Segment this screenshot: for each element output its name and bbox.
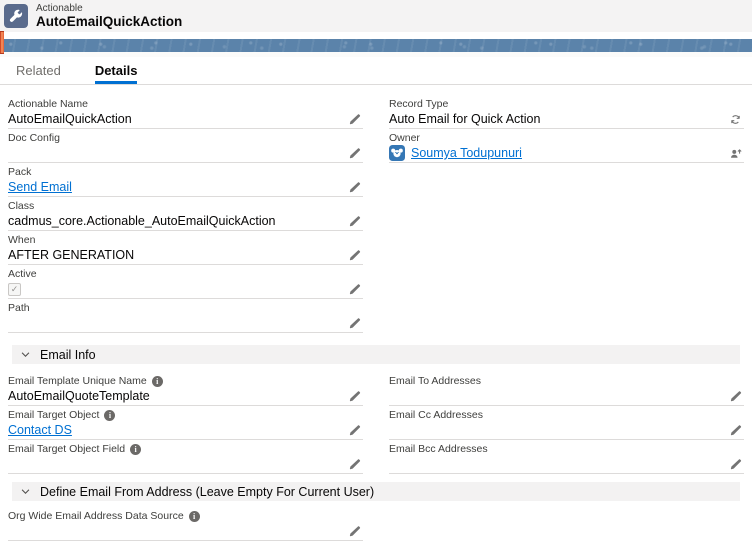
edit-org-wide-source-button[interactable]: [346, 525, 363, 538]
edit-email-target-object-button[interactable]: [346, 424, 363, 437]
field-label: Pack: [8, 166, 32, 178]
pencil-icon: [348, 181, 361, 194]
left-column: [8, 507, 363, 541]
edit-pack-button[interactable]: [346, 181, 363, 194]
koala-avatar: [389, 145, 405, 161]
email-target-object-link[interactable]: Contact DS: [8, 423, 72, 437]
field-org-wide-email-address-data-source: [8, 507, 363, 541]
field-label: [8, 510, 363, 523]
edit-actionable-name-button[interactable]: [346, 113, 363, 126]
field-value: cadmus_core.Actionable_AutoEmailQuickAction: [8, 214, 276, 228]
left-column: [8, 372, 363, 474]
pencil-icon: [348, 215, 361, 228]
pencil-icon: [348, 317, 361, 330]
field-actionable-name: [8, 95, 363, 129]
field-record-type: [389, 95, 744, 129]
field-label-text: Org Wide Email Address Data Source: [8, 510, 184, 522]
brand-banner: [0, 39, 752, 52]
pack-link[interactable]: Send Email: [8, 180, 72, 194]
edit-email-to-button[interactable]: [727, 390, 744, 403]
section-email-info[interactable]: [12, 345, 740, 364]
record-header: [0, 0, 752, 32]
field-doc-config: [8, 129, 363, 163]
change-record-type-icon: [729, 113, 742, 126]
edit-when-button[interactable]: [346, 249, 363, 262]
page-title: AutoEmailQuickAction: [36, 13, 183, 29]
info-circle-icon[interactable]: [130, 444, 141, 455]
field-email-template-unique-name: [8, 372, 363, 406]
pencil-icon: [348, 249, 361, 262]
field-label-text: Email Target Object: [8, 409, 100, 421]
left-column: [8, 95, 363, 333]
field-label: Email To Addresses: [389, 375, 482, 387]
field-label-text: Email Template Unique Name: [8, 375, 147, 387]
field-label: Actionable Name: [8, 98, 88, 110]
field-label: Active: [8, 268, 37, 280]
pencil-icon: [729, 458, 742, 471]
chevron-down-icon: [20, 486, 31, 497]
tab-details[interactable]: Details: [95, 57, 138, 84]
pencil-icon: [348, 147, 361, 160]
pencil-icon: [348, 390, 361, 403]
field-path: [8, 299, 363, 333]
field-class: [8, 197, 363, 231]
entity-label: Actionable: [36, 2, 83, 14]
pencil-icon: [348, 458, 361, 471]
field-label: Owner: [389, 132, 420, 144]
main-fields-grid: [8, 95, 744, 333]
field-owner: [389, 129, 744, 163]
field-value: AFTER GENERATION: [8, 248, 135, 262]
field-email-target-object: [8, 406, 363, 440]
field-email-bcc-addresses: [389, 440, 744, 474]
info-circle-icon[interactable]: [152, 376, 163, 387]
edit-email-bcc-button[interactable]: [727, 458, 744, 471]
field-pack: [8, 163, 363, 197]
owner-link[interactable]: Soumya Todupunuri: [411, 146, 522, 160]
tab-related[interactable]: Related: [16, 62, 61, 78]
edit-email-cc-button[interactable]: [727, 424, 744, 437]
info-circle-icon[interactable]: [189, 511, 200, 522]
chevron-down-icon: [20, 349, 31, 360]
change-owner-icon: [729, 147, 742, 160]
field-email-cc-addresses: [389, 406, 744, 440]
field-label: Doc Config: [8, 132, 60, 144]
edit-class-button[interactable]: [346, 215, 363, 228]
edit-email-target-object-field-button[interactable]: [346, 458, 363, 471]
record-tabs: [0, 57, 752, 85]
field-label: Email Bcc Addresses: [389, 443, 488, 455]
field-label: [8, 409, 363, 422]
pencil-icon: [348, 113, 361, 126]
actionable-entity-icon: [4, 4, 28, 28]
pencil-icon: [729, 390, 742, 403]
field-label: [8, 443, 363, 456]
right-column: [389, 372, 744, 474]
section-title: Define Email From Address (Leave Empty For Current User): [40, 484, 375, 499]
section-title: Email Info: [40, 347, 96, 362]
field-active: [8, 265, 363, 299]
orange-edge-indicator: [0, 31, 4, 54]
change-owner-button[interactable]: [727, 147, 744, 160]
field-label: [8, 375, 363, 388]
field-label: Class: [8, 200, 35, 212]
field-label-text: Email Target Object Field: [8, 443, 126, 455]
field-label: Email Cc Addresses: [389, 409, 483, 421]
email-info-grid: [8, 372, 744, 474]
edit-email-template-button[interactable]: [346, 390, 363, 403]
field-email-to-addresses: [389, 372, 744, 406]
field-label: Path: [8, 302, 30, 314]
details-panel: [0, 85, 752, 541]
info-circle-icon[interactable]: [104, 410, 115, 421]
pencil-icon: [348, 525, 361, 538]
field-when: [8, 231, 363, 265]
edit-path-button[interactable]: [346, 317, 363, 330]
field-value: Auto Email for Quick Action: [389, 112, 541, 126]
field-value: AutoEmailQuickAction: [8, 112, 132, 126]
pencil-icon: [348, 424, 361, 437]
section-define-email-from-address[interactable]: [12, 482, 740, 501]
field-label: When: [8, 234, 36, 246]
active-checkbox-checked: [8, 283, 21, 296]
field-label: Record Type: [389, 98, 449, 110]
field-email-target-object-field: [8, 440, 363, 474]
change-record-type-button[interactable]: [727, 113, 744, 126]
field-value: AutoEmailQuoteTemplate: [8, 389, 150, 403]
from-address-grid: [8, 507, 744, 541]
wrench-icon: [9, 9, 23, 23]
edit-doc-config-button[interactable]: [346, 147, 363, 160]
header-spacer: [0, 32, 752, 39]
pencil-icon: [729, 424, 742, 437]
edit-active-button[interactable]: [346, 283, 363, 296]
pencil-icon: [348, 283, 361, 296]
right-column: [389, 95, 744, 163]
